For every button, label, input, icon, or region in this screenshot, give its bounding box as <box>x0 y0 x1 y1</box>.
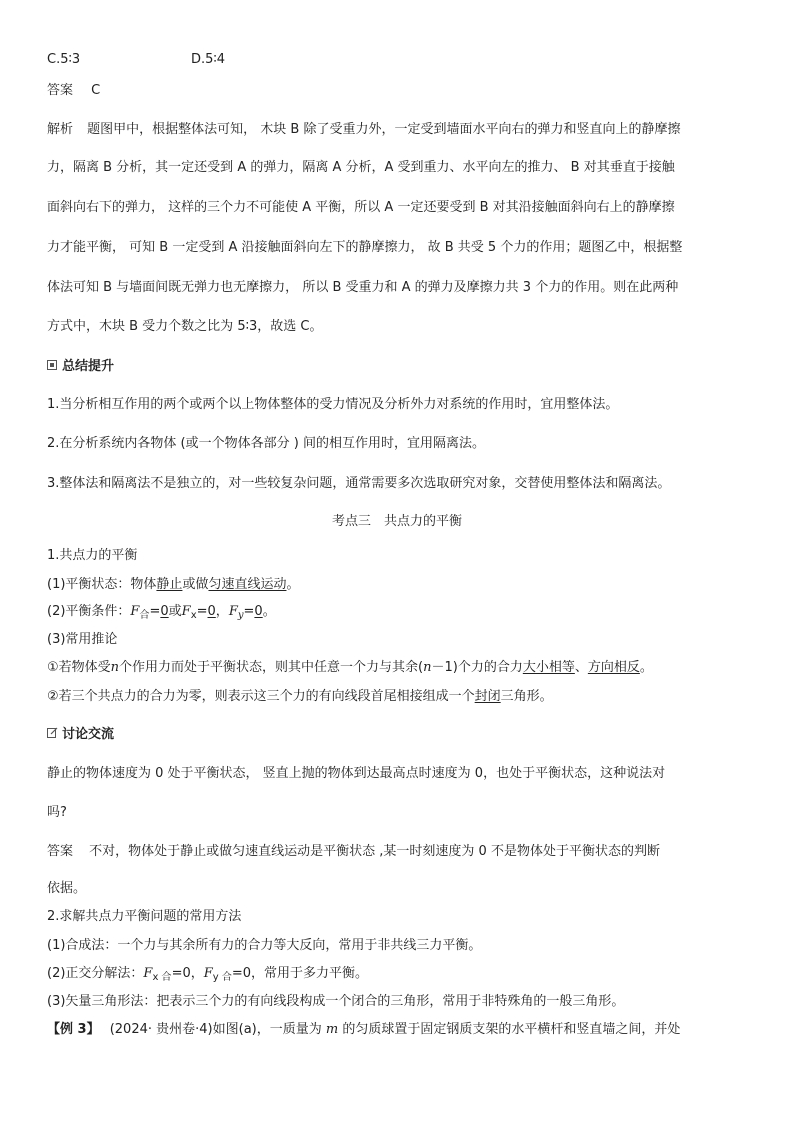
cond-fy: F <box>228 604 238 619</box>
cond-end: 。 <box>262 604 276 619</box>
summary-heading <box>47 359 754 376</box>
edit-icon <box>47 727 58 743</box>
balance-condition <box>47 604 754 622</box>
discussion-answer-1 <box>47 844 754 861</box>
state-end: 。 <box>286 577 300 592</box>
method-1: (1)合成法：一个力与其余所有力的合力等大反向，常用于非共线三力平衡。 <box>47 938 482 953</box>
cond-f: F <box>130 604 140 619</box>
example-line <box>47 1022 754 1039</box>
option-c: C.5∶3 <box>47 52 81 67</box>
summary-item-3: 3.整体法和隔离法不是独立的，对一些较复杂问题，通常需要多次选取研究对象，交替使用整体法和隔离法。 <box>47 476 671 491</box>
c1-mid: 个作用力而处于平衡状态，则其中任意一个力与其余( <box>119 660 424 675</box>
answer-line <box>47 83 754 100</box>
cond-eq-3: = <box>243 604 255 619</box>
cond-fx: F <box>181 604 191 619</box>
summary-item-2: 2.在分析系统内各物体 (或一个物体各部分 ) 间的相互作用时，宜用隔离法。 <box>47 436 485 451</box>
m2-fy: F <box>203 966 213 981</box>
discussion-title: 讨论交流 <box>62 727 115 742</box>
state-uniform-motion: 匀速直线运动 <box>208 577 287 592</box>
analysis-line-3: 面斜向右下的弹力， 这样的三个力不可能使 A 平衡，所以 A 一定还要受到 B 对其沿接触面斜向右上的静摩擦 <box>47 200 675 215</box>
analysis-line-4: 力才能平衡， 可知 B 一定受到 A 沿接触面斜向左下的静摩擦力， 故 B 共受 5 个力的作用；题图乙中，根据整 <box>47 240 683 255</box>
cond-eq-1: = <box>149 604 161 619</box>
analysis-line-2: 力，隔离 B 分析，其一定还受到 A 的弹力，隔离 A 分析，A 受到重力、水平向左的推力、 B 对其垂直于接触 <box>47 160 675 175</box>
example-label: 【例 3】 <box>47 1022 100 1037</box>
example-text-b: 的匀质球置于固定钢质支架的水平横杆和竖直墙之间，并处 <box>342 1022 681 1037</box>
discussion-question-1: 静止的物体速度为 0 处于平衡状态， 竖直上抛的物体到达最高点时速度为 0，也处于平衡状态，这种说法对 <box>47 766 666 781</box>
summary-item-1: 1.当分析相互作用的两个或两个以上物体整体的受力情况及分析外力对系统的作用时，宜用整体法。 <box>47 397 619 412</box>
discussion-answer-text: 不对，物体处于静止或做匀速直线运动是平衡状态 ,某一时刻速度为 0 不是物体处于平衡状态的判断 <box>89 844 660 859</box>
analysis-label: 解析 <box>47 122 74 137</box>
m2-prefix: (2)正交分解法： <box>47 966 144 981</box>
cond-comma: ， <box>215 604 229 619</box>
summary-box-icon <box>47 360 57 370</box>
conclusion-title: (3)常用推论 <box>47 632 118 647</box>
part2-title: 2.求解共点力平衡问题的常用方法 <box>47 909 242 924</box>
answer-label: 答案 <box>47 83 74 98</box>
m2-sub-y: y 合 <box>212 972 232 983</box>
cond-or: 或 <box>168 604 182 619</box>
m2-eq1: =0， <box>171 966 204 981</box>
c1-equal-magnitude: 大小相等 <box>522 660 575 675</box>
c1-n: n <box>110 660 120 675</box>
state-prefix: (1)平衡状态：物体 <box>47 577 157 592</box>
c1-opposite-direction: 方向相反 <box>587 660 640 675</box>
discussion-question-2: 吗? <box>47 805 67 820</box>
discussion-answer-2: 依据。 <box>47 881 87 896</box>
example-text-a: 如图(a)，一质量为 <box>212 1022 322 1037</box>
cond-sub-x: x <box>190 610 197 621</box>
edit-icon-svg <box>47 727 58 738</box>
cond-zero-1: 0 <box>160 604 169 619</box>
cond-zero-2: 0 <box>207 604 216 619</box>
answer-value: C <box>91 83 101 98</box>
c2-closed: 封闭 <box>474 689 501 704</box>
c1-sep: 、 <box>574 660 588 675</box>
method-2 <box>47 966 754 984</box>
c1-end: 。 <box>639 660 653 675</box>
example-m: m <box>325 1022 339 1037</box>
m2-end: =0，常用于多力平衡。 <box>231 966 369 981</box>
cond-sub-y: y <box>237 610 244 621</box>
conclusion-2 <box>47 689 754 706</box>
c1-n2: n <box>423 660 432 675</box>
cond-zero-3: 0 <box>254 604 263 619</box>
m2-sub-x: x 合 <box>152 972 172 983</box>
c1-after: －1)个力的合力 <box>431 660 523 675</box>
cond-sub-he: 合 <box>139 610 150 621</box>
conclusion-1 <box>47 660 754 677</box>
c2-end: 三角形。 <box>500 689 553 704</box>
analysis-line-5: 体法可知 B 与墙面间既无弹力也无摩擦力， 所以 B 受重力和 A 的弹力及摩擦力共 3 个力的作用。则在此两种 <box>47 280 679 295</box>
cond-prefix: (2)平衡条件： <box>47 604 131 619</box>
balance-state <box>47 577 754 594</box>
method-3: (3)矢量三角形法：把表示三个力的有向线段构成一个闭合的三角形，常用于非特殊角的一般三角形。 <box>47 994 625 1009</box>
c2-prefix: ②若三个共点力的合力为零，则表示这三个力的有向线段首尾相接组成一个 <box>47 689 475 704</box>
option-d: D.5∶4 <box>191 52 226 67</box>
example-source: (2024· 贵州卷·4) <box>109 1022 213 1037</box>
c1-prefix: ①若物体受 <box>47 660 111 675</box>
discussion-heading <box>47 727 754 744</box>
section-title: 考点三 共点力的平衡 <box>331 514 462 529</box>
discussion-answer-label: 答案 <box>47 844 74 859</box>
analysis-text-1: 题图甲中，根据整体法可知， 木块 B 除了受重力外，一定受到墙面水平向右的弹力和竖直向上的静摩擦 <box>87 122 681 137</box>
state-mid: 或做 <box>182 577 209 592</box>
cond-eq-2: = <box>196 604 208 619</box>
m2-fx: F <box>143 966 153 981</box>
options-row <box>47 52 754 69</box>
part1-title: 1.共点力的平衡 <box>47 548 138 563</box>
analysis-line-1 <box>47 122 754 139</box>
summary-title: 总结提升 <box>62 359 115 374</box>
analysis-line-6: 方式中，木块 B 受力个数之比为 5∶3，故选 C。 <box>47 319 323 334</box>
state-still: 静止 <box>156 577 183 592</box>
